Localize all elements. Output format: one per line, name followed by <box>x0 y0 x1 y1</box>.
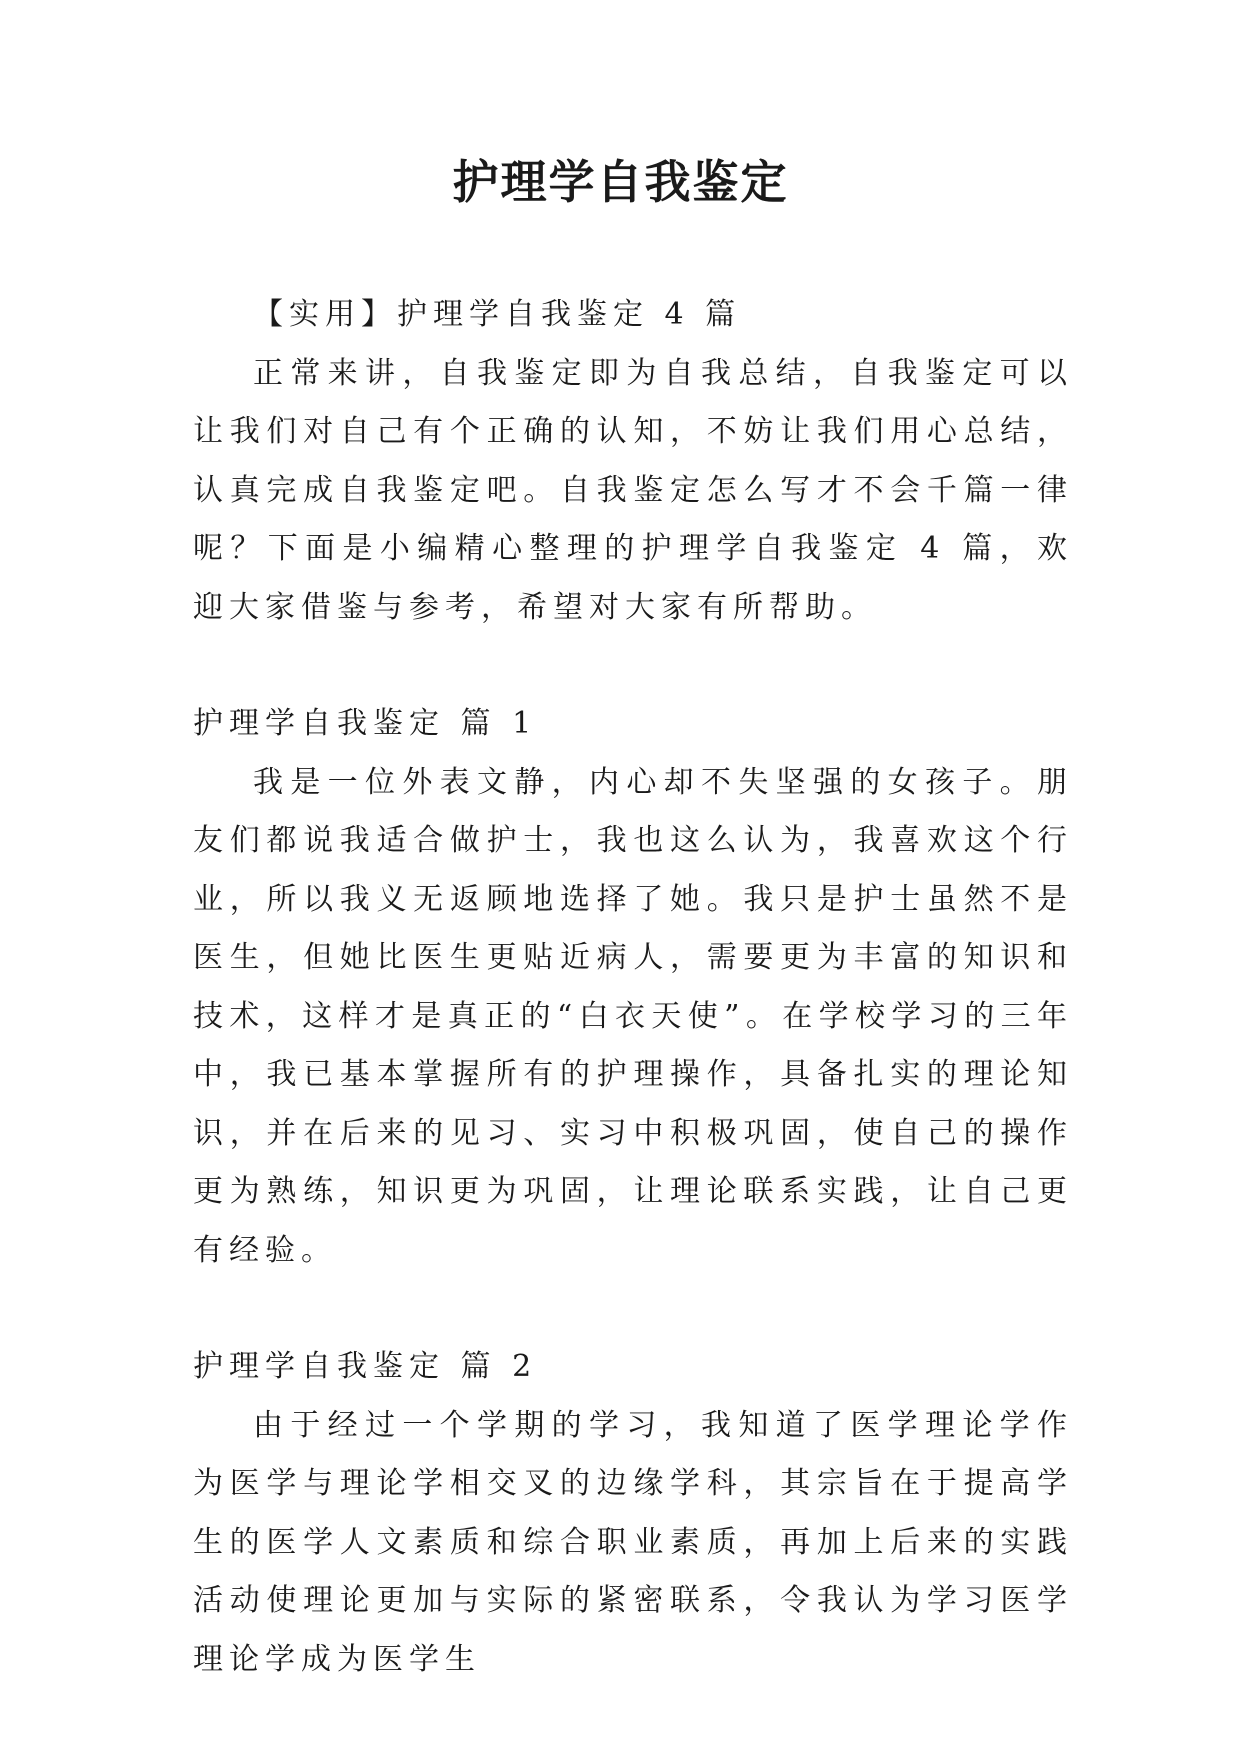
section-1-paragraph: 我是一位外表文静，内心却不失坚强的女孩子。朋友们都说我适合做护士，我也这么认为，我喜欢这个行业，所以我义无返顾地选择了她。我只是护士虽然不是医生，但她比医生更贴近病人，需要更为丰富的知识和技术，这样才是真正的“白衣天使”。在学校学习的三年中，我已基本掌握所有的护理操作，具备扎实的理论知识，并在后来的见习、实习中积极巩固，使自己的操作更为熟练，知识更为巩固，让理论联系实践，让自己更有经验。 <box>193 764 1073 1268</box>
document-title: 护理学自我鉴定 <box>452 155 789 209</box>
document-body <box>193 286 1073 1689</box>
section-2-heading: 护理学自我鉴定 篇 2 <box>193 1349 538 1384</box>
section-1-heading: 护理学自我鉴定 篇 1 <box>193 706 538 741</box>
document-subtitle: 【实用】护理学自我鉴定 4 篇 <box>253 297 742 332</box>
intro-paragraph: 正常来讲，自我鉴定即为自我总结，自我鉴定可以让我们对自己有个正确的认知，不妨让我们用心总结，认真完成自我鉴定吧。自我鉴定怎么写才不会千篇一律呢？下面是小编精心整理的护理学自我鉴定 4 篇，欢迎大家借鉴与参考，希望对大家有所帮助。 <box>193 355 1073 625</box>
section-2-paragraph: 由于经过一个学期的学习，我知道了医学理论学作为医学与理论学相交叉的边缘学科，其宗旨在于提高学生的医学人文素质和综合职业素质，再加上后来的实践活动使理论更加与实际的紧密联系，令我认为学习医学理论学成为医学生 <box>193 1407 1073 1677</box>
